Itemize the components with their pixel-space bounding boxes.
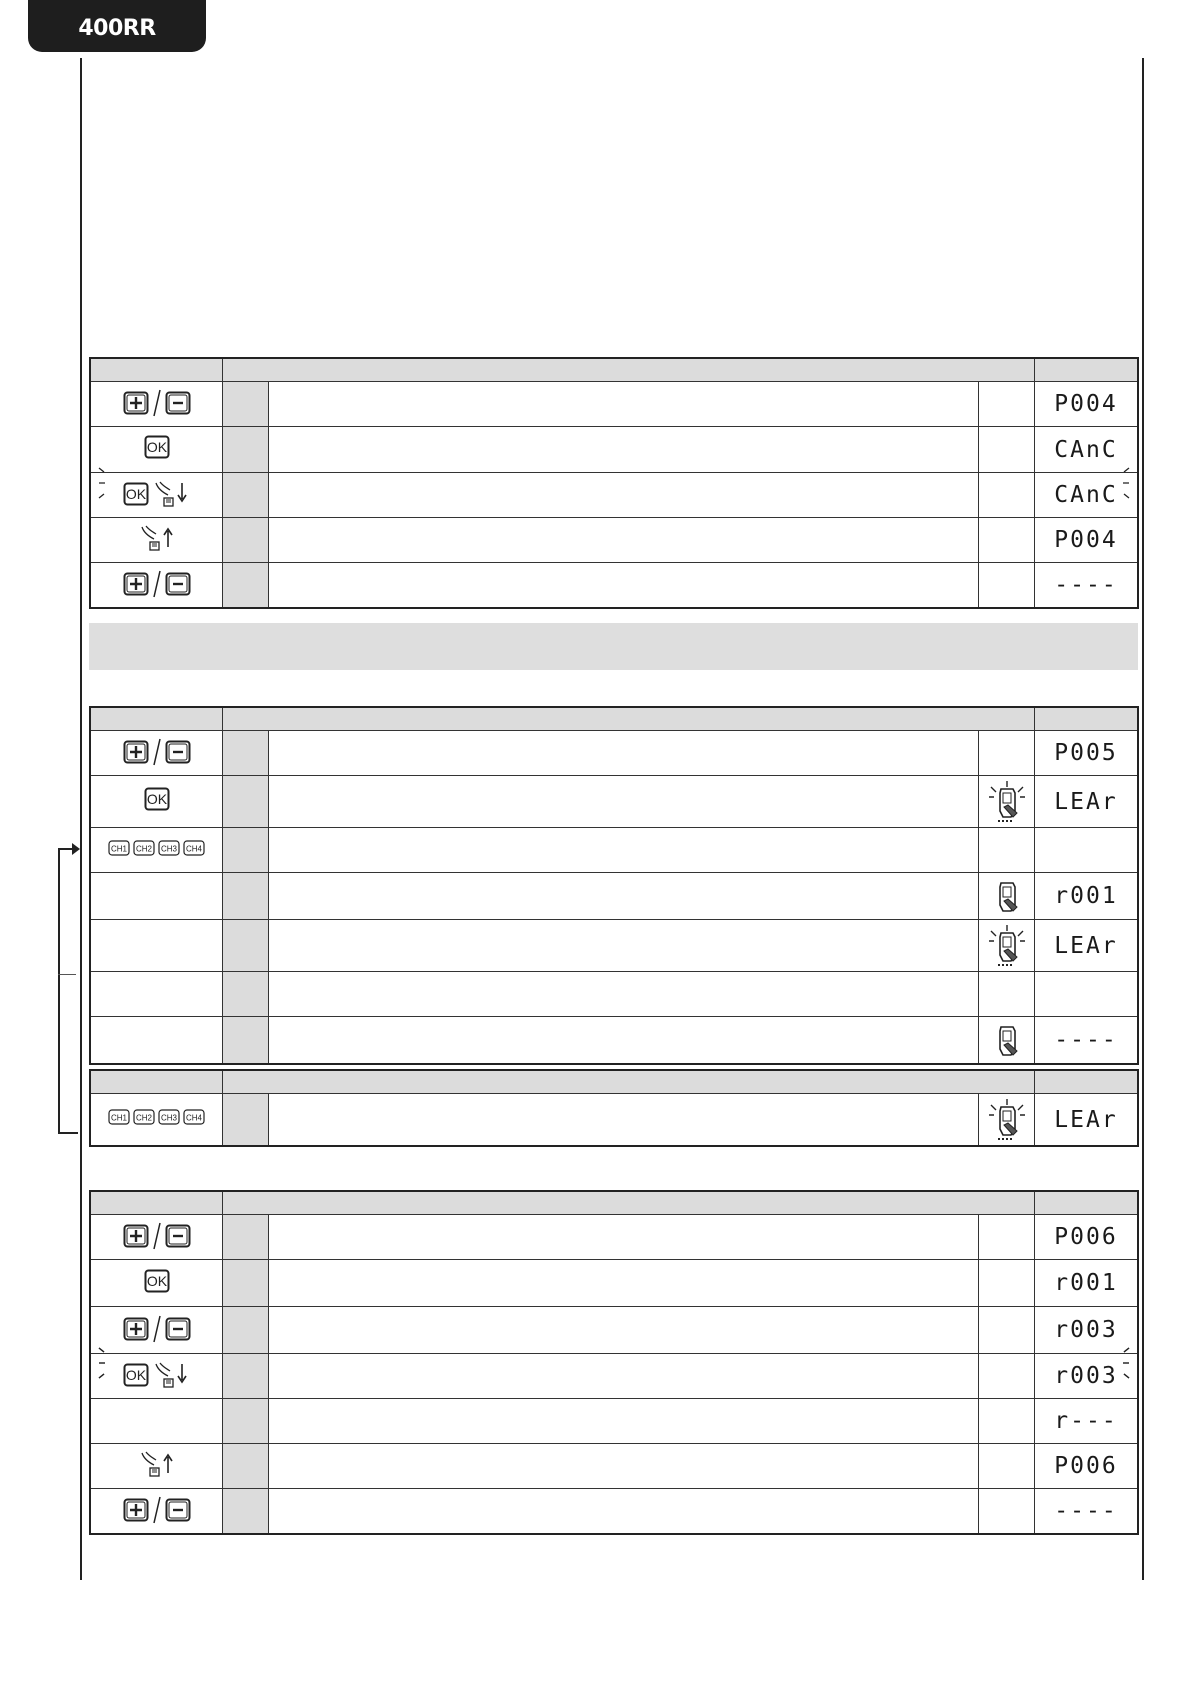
plus-key-icon [123, 572, 149, 596]
minus-key-icon [165, 1317, 191, 1341]
description-cell [269, 776, 979, 828]
display-readout: P004 [1054, 527, 1118, 553]
remote-icon-cell [979, 427, 1035, 473]
remote-flashing-icon [985, 1097, 1029, 1143]
remote-flashing-icon [985, 779, 1029, 825]
blink-right-icon [1122, 1346, 1130, 1380]
key-cell [90, 473, 223, 518]
remote-icon-cell [979, 518, 1035, 563]
table-row [90, 920, 1138, 972]
display-readout: r001 [1054, 883, 1118, 909]
blink-right-icon [1122, 466, 1130, 500]
step-cell [223, 518, 269, 563]
plus-minus-keys [123, 1314, 191, 1344]
ok-key-icon [144, 435, 170, 459]
model-tab: 400RR [28, 0, 206, 52]
table-row [90, 1354, 1138, 1399]
step-cell [223, 473, 269, 518]
display-cell [1035, 1399, 1139, 1444]
plus-minus-keys [123, 569, 191, 599]
step-cell [223, 1354, 269, 1399]
display-readout: P006 [1054, 1224, 1118, 1250]
remote-button-up-icon [138, 1449, 176, 1479]
table-row [90, 427, 1138, 473]
key-cell [90, 1260, 223, 1307]
display-cell [1035, 382, 1139, 427]
table-row [90, 1399, 1138, 1444]
plus-minus-keys [123, 388, 191, 418]
table-row [90, 1260, 1138, 1307]
table-header [90, 358, 1138, 382]
table-header [90, 707, 1138, 731]
description-cell [269, 828, 979, 873]
remote-icon-cell [979, 972, 1035, 1017]
table-header [90, 1191, 1138, 1215]
plus-minus-keys [123, 737, 191, 767]
minus-key-icon [165, 391, 191, 415]
channel-key-2-icon [133, 840, 155, 856]
remote-icon-cell [979, 1399, 1035, 1444]
minus-key-icon [165, 1224, 191, 1248]
table-row [90, 873, 1138, 920]
key-cell [90, 382, 223, 427]
channel-key-4-icon [183, 840, 205, 856]
key-cell [90, 972, 223, 1017]
table-row [90, 972, 1138, 1017]
blink-left-icon [98, 466, 106, 500]
display-readout: CAnC [1054, 436, 1118, 463]
ok-key [144, 1269, 170, 1293]
procedure-table-4 [89, 1190, 1139, 1535]
slash-icon [152, 388, 162, 418]
remote-icon-cell [979, 920, 1035, 972]
remote-icon-cell [979, 828, 1035, 873]
procedure-table-1 [89, 357, 1139, 609]
display-cell [1035, 427, 1139, 473]
remote-icon-cell [979, 1215, 1035, 1260]
right-margin-line [1142, 58, 1144, 1580]
remote-release [138, 1449, 176, 1479]
key-cell [90, 1489, 223, 1535]
table-row [90, 1094, 1138, 1147]
display-cell [1035, 972, 1139, 1017]
description-cell [269, 1354, 979, 1399]
key-cell [90, 731, 223, 776]
description-cell [269, 1489, 979, 1535]
svg-text:OK: OK [125, 1367, 147, 1383]
channel-key-1-icon [108, 840, 130, 856]
table-row [90, 473, 1138, 518]
table-row [90, 563, 1138, 609]
remote-button-down-icon [152, 479, 190, 509]
plus-key-icon [123, 1224, 149, 1248]
remote-icon-cell [979, 1260, 1035, 1307]
procedure-table-2 [89, 706, 1139, 1065]
display-readout: CAnC [1054, 482, 1118, 508]
ok-key-icon [123, 1363, 149, 1387]
svg-text:CH3: CH3 [160, 844, 178, 853]
display-readout: LEAr [1054, 932, 1118, 959]
loop-arrow-icon [72, 843, 80, 855]
step-cell [223, 382, 269, 427]
remote-icon-cell [979, 1307, 1035, 1354]
key-cell [90, 1017, 223, 1065]
key-cell [90, 776, 223, 828]
remote-flashing-icon [985, 923, 1029, 969]
display-cell [1035, 920, 1139, 972]
blink-left-icon [98, 1346, 106, 1380]
svg-text:OK: OK [146, 791, 167, 807]
remote-icon-cell [979, 1094, 1035, 1147]
description-cell [269, 920, 979, 972]
key-cell [90, 873, 223, 920]
key-cell [90, 920, 223, 972]
description-cell [269, 382, 979, 427]
slash-icon [152, 569, 162, 599]
remote-icon-cell [979, 563, 1035, 609]
step-cell [223, 427, 269, 473]
procedure-table-3 [89, 1069, 1139, 1147]
table-row [90, 1307, 1138, 1354]
slash-icon [152, 1221, 162, 1251]
step-cell [223, 1399, 269, 1444]
channel-keys [108, 840, 205, 856]
display-cell [1035, 563, 1139, 609]
table-row [90, 1444, 1138, 1489]
display-cell [1035, 1307, 1139, 1354]
table-row [90, 382, 1138, 427]
description-cell [269, 563, 979, 609]
plus-minus-keys [123, 1495, 191, 1525]
svg-text:CH4: CH4 [185, 844, 203, 853]
display-cell [1035, 1017, 1139, 1065]
display-cell [1035, 1444, 1139, 1489]
display-readout: r003 [1054, 1317, 1118, 1343]
slash-icon [152, 1314, 162, 1344]
step-cell [223, 828, 269, 873]
table-header [90, 1070, 1138, 1094]
display-readout: r001 [1054, 1270, 1118, 1296]
table-row [90, 518, 1138, 563]
display-cell [1035, 828, 1139, 873]
ok-and-remote-press [123, 1360, 190, 1390]
display-readout: ---- [1054, 1027, 1118, 1053]
description-cell [269, 473, 979, 518]
svg-text:CH3: CH3 [160, 1113, 178, 1123]
key-cell [90, 1354, 223, 1399]
remote-icon-cell [979, 731, 1035, 776]
table-row [90, 731, 1138, 776]
remote-icon [985, 1017, 1029, 1063]
slash-icon [152, 737, 162, 767]
plus-key-icon [123, 391, 149, 415]
table-row [90, 1215, 1138, 1260]
description-cell [269, 972, 979, 1017]
remote-icon-cell [979, 473, 1035, 518]
description-cell [269, 1399, 979, 1444]
table-row [90, 1489, 1138, 1535]
step-cell [223, 920, 269, 972]
remote-icon-cell [979, 776, 1035, 828]
slash-icon [152, 1495, 162, 1525]
remote-icon-cell [979, 382, 1035, 427]
step-cell [223, 776, 269, 828]
display-readout: ---- [1054, 1498, 1118, 1524]
display-cell [1035, 873, 1139, 920]
table-row [90, 776, 1138, 828]
description-cell [269, 873, 979, 920]
description-cell [269, 1260, 979, 1307]
remote-button-down-icon [152, 1360, 190, 1390]
svg-text:OK: OK [146, 1272, 167, 1289]
ok-key [144, 435, 170, 459]
description-cell [269, 731, 979, 776]
remote-icon-cell [979, 1354, 1035, 1399]
svg-text:OK: OK [125, 486, 147, 502]
table-row [90, 828, 1138, 873]
description-cell [269, 1444, 979, 1489]
display-readout: P005 [1054, 740, 1118, 766]
step-cell [223, 1094, 269, 1147]
display-readout: LEAr [1054, 1106, 1118, 1133]
description-cell [269, 1307, 979, 1354]
step-cell [223, 1260, 269, 1307]
key-cell [90, 1444, 223, 1489]
channel-key-3-icon [158, 1109, 180, 1125]
step-cell [223, 1307, 269, 1354]
minus-key-icon [165, 740, 191, 764]
description-cell [269, 518, 979, 563]
key-cell [90, 563, 223, 609]
remote-release [138, 523, 176, 553]
description-cell [269, 1094, 979, 1147]
svg-text:CH1: CH1 [110, 1113, 128, 1123]
svg-text:CH4: CH4 [185, 1113, 203, 1123]
ok-key [144, 787, 170, 811]
loop-bracket-tick [58, 974, 76, 975]
display-readout: ---- [1054, 572, 1118, 598]
display-cell [1035, 518, 1139, 563]
minus-key-icon [165, 1498, 191, 1522]
remote-icon-cell [979, 1489, 1035, 1535]
key-cell [90, 1307, 223, 1354]
display-cell [1035, 1260, 1139, 1307]
display-cell [1035, 1094, 1139, 1147]
description-cell [269, 1017, 979, 1065]
svg-text:CH1: CH1 [110, 844, 128, 853]
display-cell [1035, 1489, 1139, 1535]
channel-key-1-icon [108, 1109, 130, 1125]
step-cell [223, 1215, 269, 1260]
remote-icon-cell [979, 873, 1035, 920]
key-cell [90, 1399, 223, 1444]
step-cell [223, 972, 269, 1017]
svg-text:CH2: CH2 [135, 1113, 153, 1123]
display-readout: r003 [1054, 1363, 1118, 1389]
step-cell [223, 1444, 269, 1489]
remote-button-up-icon [138, 523, 176, 553]
remote-icon [985, 873, 1029, 919]
step-cell [223, 873, 269, 920]
ok-key-icon [123, 482, 149, 506]
display-readout: P004 [1054, 391, 1118, 417]
channel-key-2-icon [133, 1109, 155, 1125]
key-cell [90, 518, 223, 563]
display-readout: r--- [1054, 1408, 1118, 1434]
key-cell [90, 828, 223, 873]
ok-key-icon [144, 787, 170, 811]
left-margin-line [80, 58, 82, 1580]
step-cell [223, 1489, 269, 1535]
minus-key-icon [165, 572, 191, 596]
step-cell [223, 1017, 269, 1065]
loop-bracket [58, 848, 78, 1134]
plus-key-icon [123, 1498, 149, 1522]
display-cell [1035, 731, 1139, 776]
key-cell [90, 1215, 223, 1260]
plus-key-icon [123, 1317, 149, 1341]
description-cell [269, 1215, 979, 1260]
display-readout: P006 [1054, 1453, 1118, 1479]
display-cell [1035, 1215, 1139, 1260]
channel-key-4-icon [183, 1109, 205, 1125]
step-cell [223, 563, 269, 609]
display-cell [1035, 776, 1139, 828]
plus-minus-keys [123, 1221, 191, 1251]
plus-key-icon [123, 740, 149, 764]
display-readout: LEAr [1054, 788, 1118, 815]
remote-icon-cell [979, 1444, 1035, 1489]
svg-text:OK: OK [146, 439, 167, 455]
key-cell [90, 427, 223, 473]
channel-keys [108, 1109, 205, 1125]
section-band [89, 623, 1138, 670]
table-row [90, 1017, 1138, 1065]
svg-text:CH2: CH2 [135, 844, 153, 853]
key-cell [90, 1094, 223, 1147]
step-cell [223, 731, 269, 776]
remote-icon-cell [979, 1017, 1035, 1065]
ok-key-icon [144, 1269, 170, 1293]
channel-key-3-icon [158, 840, 180, 856]
ok-and-remote-press [123, 479, 190, 509]
description-cell [269, 427, 979, 473]
